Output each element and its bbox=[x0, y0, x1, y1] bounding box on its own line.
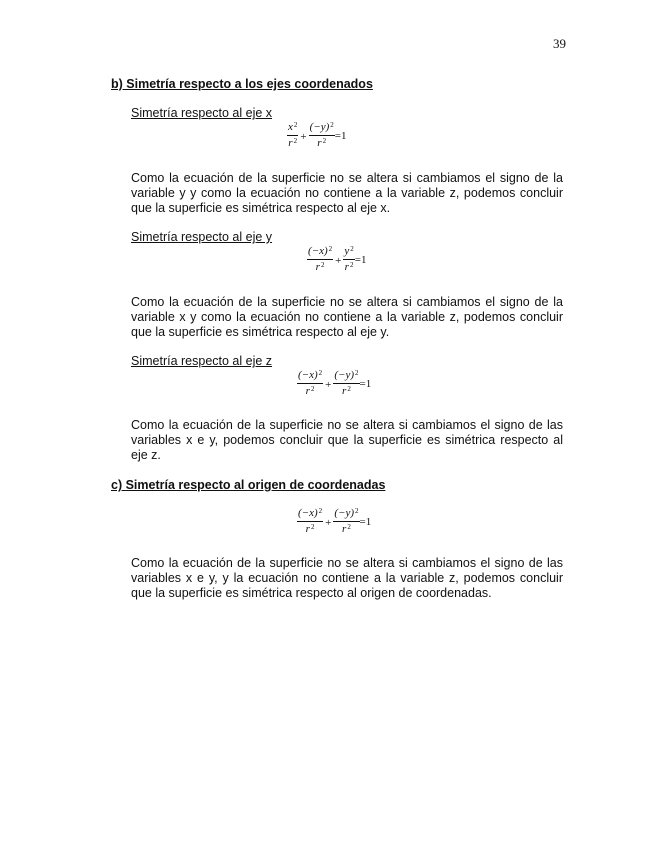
term-1: $\frac{x^2}{r^2}$ bbox=[288, 121, 298, 149]
term-2: $\frac{(-y)^2}{r^2}$ bbox=[334, 369, 359, 397]
term-2: $\frac{(-y)^2}{r^2}$ bbox=[309, 121, 334, 149]
section-b-heading: b) Simetría respecto a los ejes coordenados bbox=[111, 77, 373, 91]
origin-paragraph: Como la ecuación de la superficie no se altera si cambiamos el signo de las variables x e y, y la ecuación no contiene a la variable z, podemos concluir que la superficie es simétrica respecto al origen de coordenadas. bbox=[131, 556, 563, 600]
z-axis-subheading: Simetría respecto al eje z bbox=[131, 354, 273, 368]
term-2: $\frac{y^2}{r^2}$ bbox=[344, 245, 354, 273]
y-axis-paragraph: Como la ecuación de la superficie no se altera si cambiamos el signo de la variable x y como la ecuación no contiene a la variable z, podemos concluir que la superficie es simétrica respecto al eje y. bbox=[131, 295, 563, 339]
page-number: 39 bbox=[553, 36, 566, 51]
x-axis-subheading: Simetría respecto al eje x bbox=[131, 106, 273, 120]
z-axis-paragraph: Como la ecuación de la superficie no se altera si cambiamos el signo de las variables x e y, podemos concluir que la superficie es simétrica respecto al eje z. bbox=[131, 418, 563, 462]
term-2: $\frac{(-y)^2}{r^2}$ bbox=[334, 507, 359, 535]
y-axis-equation: $\frac{(-x)^2}{r^2}$ + $\frac{y^2}{r^2}$ =1 bbox=[308, 245, 367, 273]
x-axis-equation: $\frac{x^2}{r^2}$ + $\frac{(-y)^2}{r^2}$ =1 bbox=[288, 121, 347, 149]
section-c-heading: c) Simetría respecto al origen de coordenadas bbox=[111, 478, 386, 492]
y-axis-subheading: Simetría respecto al eje y bbox=[131, 230, 273, 244]
term-1: $\frac{(-x)^2}{r^2}$ bbox=[298, 369, 323, 397]
term-1: $\frac{(-x)^2}{r^2}$ bbox=[308, 245, 333, 273]
x-axis-paragraph: Como la ecuación de la superficie no se altera si cambiamos el signo de la variable y y como la ecuación no contiene a la variable z, podemos concluir que la superficie es simétrica respecto al eje x. bbox=[131, 171, 563, 215]
z-axis-equation: $\frac{(-x)^2}{r^2}$ + $\frac{(-y)^2}{r^2}$ =1 bbox=[298, 369, 372, 397]
origin-equation: $\frac{(-x)^2}{r^2}$ + $\frac{(-y)^2}{r^2}$ =1 bbox=[298, 507, 372, 535]
term-1: $\frac{(-x)^2}{r^2}$ bbox=[298, 507, 323, 535]
